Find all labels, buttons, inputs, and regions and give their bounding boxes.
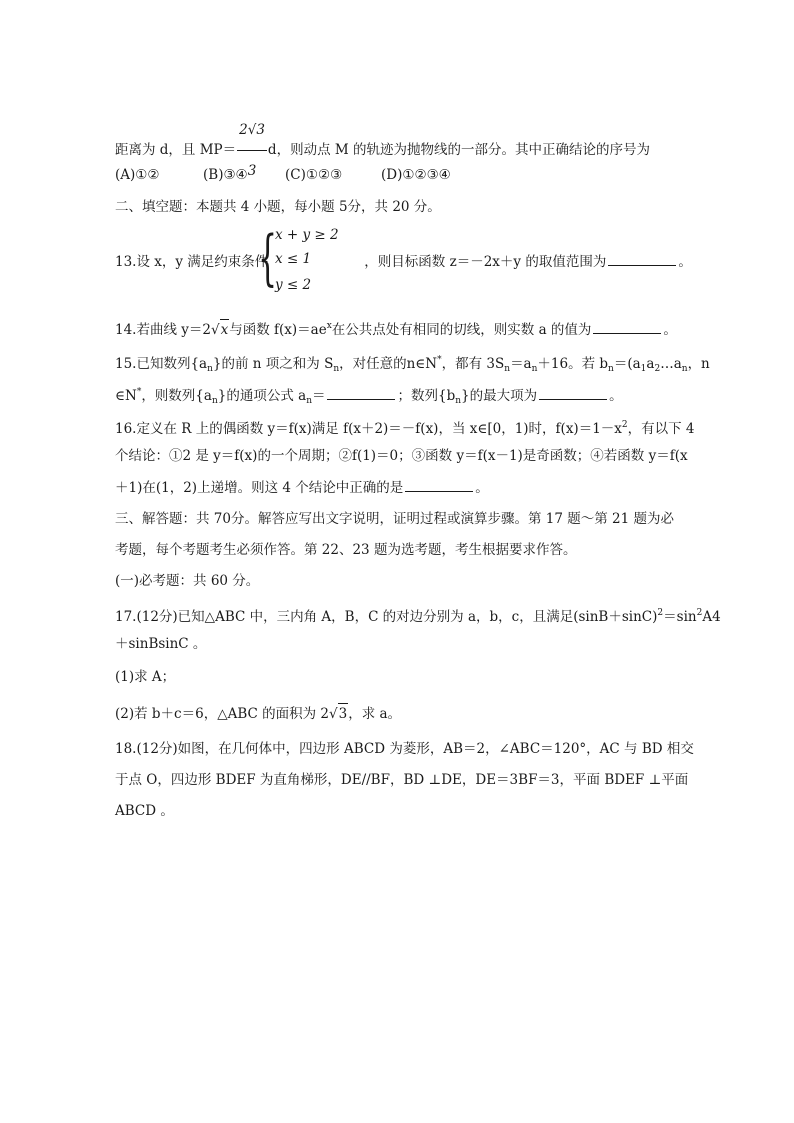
text: ，有以下 4: [627, 421, 695, 437]
choice-a: (A)①②: [115, 167, 160, 183]
text: 在公共点处有相同的切线，则实数 a 的值为: [331, 322, 592, 338]
q16-line-2: 个结论：①2 是 y＝f(x)的一个周期；②f(1)＝0；③函数 y＝f(x－1)是奇函数；④若函数 y＝f(x: [115, 448, 688, 464]
subscript: 1: [640, 364, 647, 374]
text: 。: [678, 254, 692, 270]
q13-line: [115, 251, 692, 272]
subscript: n: [504, 364, 511, 374]
text: 17.(12分)已知△ABC 中，三内角 A，B，C 的对边分别为 a，b，c，且满足(sinB＋sinC): [115, 609, 658, 625]
q16-line-3: [115, 477, 685, 498]
subscript: n: [211, 396, 218, 406]
q18-line-1: 18.(12分)如图，在几何体中，四边形 ABCD 为菱形，AB＝2，∠ABC＝120°，AC 与 BD 相交: [115, 741, 694, 757]
superscript: *: [136, 387, 142, 397]
section-3-heading-cont: 考题，每个考题考生必须作答。第 22、23 题为选考题，考生根据要求作答。: [115, 542, 577, 558]
fraction-denominator: 3: [247, 163, 257, 179]
superscript: 2: [696, 608, 703, 618]
text: ＝(a: [613, 356, 641, 372]
text: 与函数 f(x)＝ae: [229, 322, 327, 338]
text: 。: [475, 480, 489, 496]
constraint-1: x + y ≥ 2: [275, 227, 339, 243]
text: a: [646, 356, 655, 372]
text: }的通项公式 a: [217, 388, 307, 404]
subscript: n: [306, 396, 312, 406]
brace-icon: {: [258, 223, 278, 293]
text: 16.定义在 R 上的偶函数 y＝f(x)满足 f(x＋2)＝－f(x)，当 x∈[0，1)时，f(x)＝1－x: [115, 421, 622, 437]
text: 15.已知数列{a: [115, 356, 208, 372]
text: 14.若曲线 y＝2: [115, 322, 211, 338]
q15-line-2: [115, 382, 685, 411]
q16-line-1: [115, 415, 695, 439]
answer-blank: [327, 385, 395, 400]
answer-blank: [405, 477, 473, 492]
sqrt-icon: √: [329, 706, 338, 722]
constraint-system: [258, 225, 338, 297]
q17-part-1: (1)求 A；: [115, 669, 176, 685]
text: (2)若 b＋c＝6，△ABC 的面积为 2: [115, 706, 330, 722]
sqrt-icon: √: [210, 322, 220, 338]
section-3-heading: 三、解答题：共 70分。解答应写出文字说明，证明过程或演算步骤。第 17 题～第 21 题为必: [115, 511, 674, 527]
text: ，对任意的n∈N: [339, 356, 438, 372]
text: }的前 n 项之和为 S: [212, 356, 334, 372]
subscript: n: [207, 364, 213, 374]
subscript: n: [681, 364, 688, 374]
text: ∈N: [115, 388, 137, 404]
text: ，则数列{a: [141, 388, 212, 404]
text: ，则目标函数 z＝－2x＋y 的取值范围为: [364, 254, 607, 270]
text: ，n: [687, 356, 710, 372]
q17-line-1: [115, 603, 721, 627]
text: A4: [702, 609, 721, 625]
choice-d: (D)①②③④: [381, 167, 451, 183]
q17-line-2: ＋sinBsinC 。: [115, 636, 207, 652]
q12-choices: [115, 165, 685, 185]
subscript: n: [455, 396, 462, 406]
superscript: 2: [657, 608, 664, 618]
radicand: 3: [338, 703, 349, 724]
text: ＋1)在(1，2)上递增。则这 4 个结论中正确的是: [115, 480, 404, 496]
text: 距离为 d，且 MP＝: [115, 142, 237, 158]
text: ＝a: [510, 356, 532, 372]
section-2-heading: 二、填空题：本题共 4 小题，每小题 5分，共 20 分。: [115, 199, 441, 215]
fraction-numerator: 2√3: [237, 110, 267, 151]
answer-blank: [608, 251, 676, 266]
constraint-3: y ≤ 2: [275, 277, 312, 293]
subscript: n: [333, 364, 340, 374]
text: ；数列{b: [397, 388, 456, 404]
subscript: 2: [654, 364, 661, 374]
part-1-heading: (一)必考题：共 60 分。: [115, 573, 260, 589]
superscript: 2: [621, 420, 628, 430]
q15-line-1: [115, 350, 710, 379]
text: ＝sin: [663, 609, 697, 625]
q17-part-2: [115, 703, 685, 724]
superscript: x: [326, 321, 332, 331]
q18-line-3: ABCD 。: [115, 803, 174, 819]
subscript: n: [531, 364, 538, 374]
choice-c: (C)①②③: [285, 167, 343, 183]
text: ，都有 3S: [441, 356, 505, 372]
q14-line: [115, 316, 685, 340]
text: }的最大项为: [461, 388, 538, 404]
text: …a: [660, 356, 682, 372]
text: 。: [663, 322, 677, 338]
choice-b: (B)③④: [203, 167, 248, 183]
answer-blank: [539, 385, 607, 400]
subscript: n: [608, 364, 614, 374]
q18-line-2: 于点 O，四边形 BDEF 为直角梯形，DE//BF，BD ⊥DE，DE＝3BF＝3，平面 BDEF ⊥平面: [115, 772, 689, 788]
text: ＋16。若 b: [537, 356, 609, 372]
constraint-2: x ≤ 1: [275, 251, 312, 267]
text: d，则动点 M 的轨迹为抛物线的一部分。其中正确结论的序号为: [267, 142, 650, 158]
text: 13.设 x，y 满足约束条件: [115, 254, 269, 270]
superscript: *: [437, 355, 442, 365]
text: ，求 a。: [348, 706, 402, 722]
radicand: x: [220, 319, 230, 340]
text: ＝: [311, 388, 326, 404]
text: 。: [609, 388, 623, 404]
answer-blank: [593, 319, 661, 334]
